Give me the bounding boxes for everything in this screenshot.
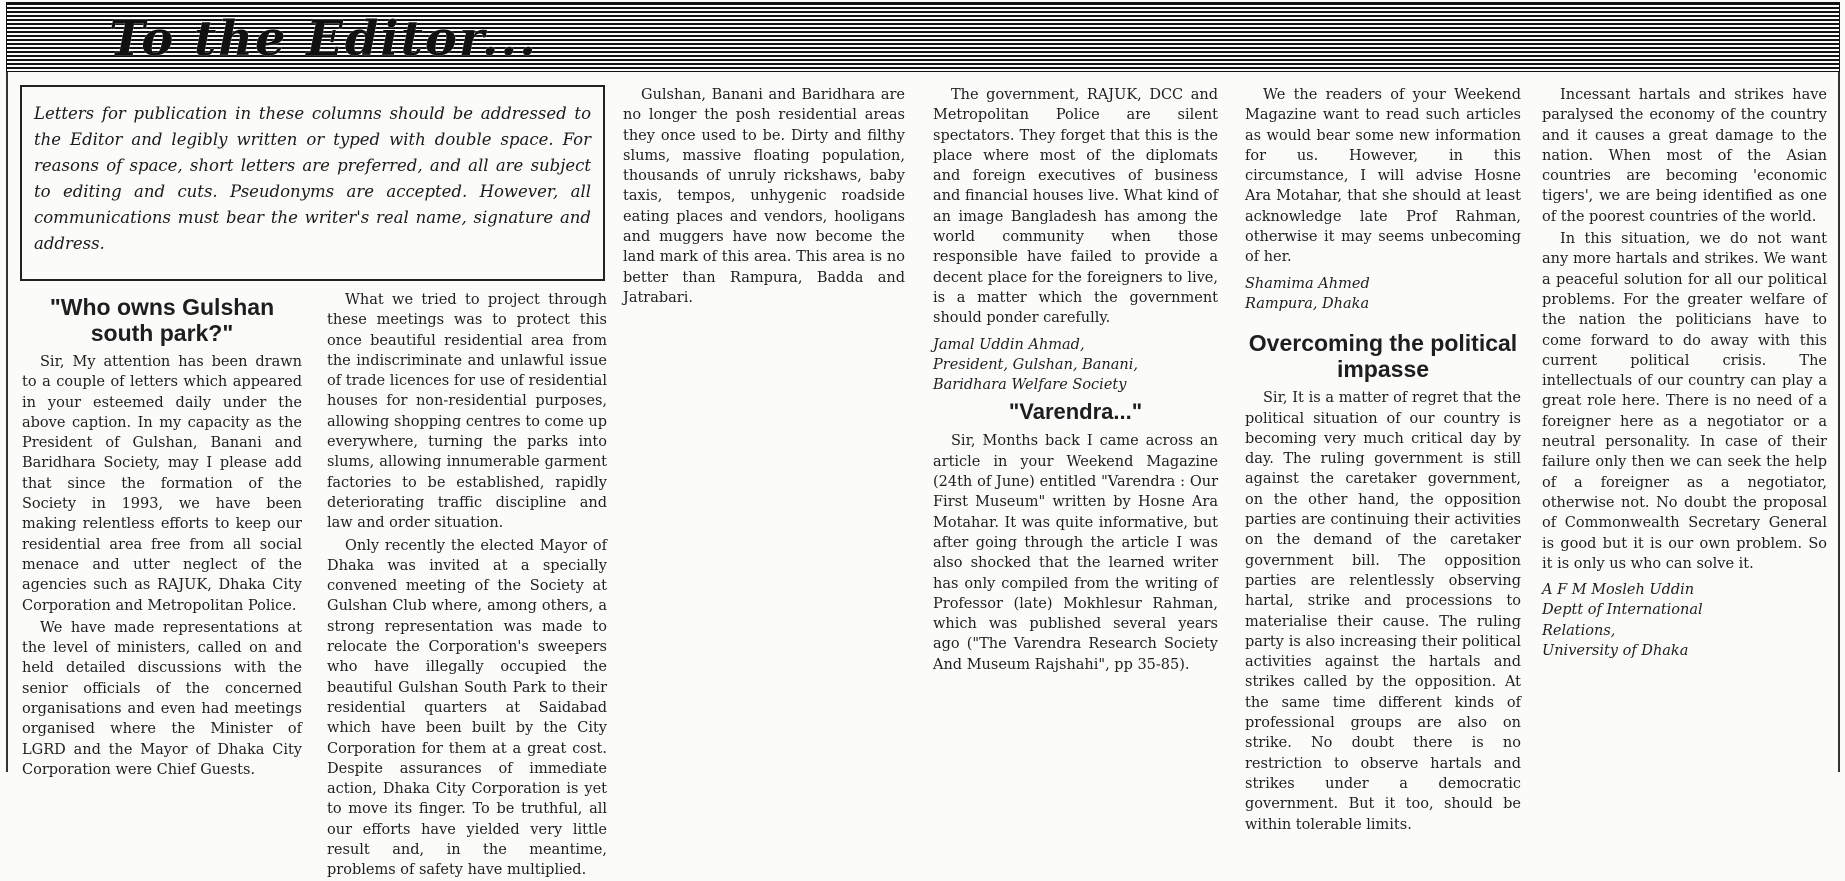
letter-1-paragraph: Sir, My attention has been drawn to a couple of letters which appeared in your esteemed daily under the above caption. In my capacity as the President of Gulshan, Banani and Baridhara Society, may I please add that since the formation of the Society in 1993, we have been making relentless efforts to keep our residential area free from all social menace and utter neglect of the agencies such as RAJUK, Dhaka City Corporation and Metropolitan Police. [22, 354, 302, 614]
letter-3-paragraph: Incessant hartals and strikes have paralysed the economy of the country and it causes a great damage to the nation. When most of the Asian countries are becoming 'economic tigers', we are being identified as one of the poorest countries of the world. [1542, 87, 1827, 225]
letter-2-paragraph: We the readers of your Weekend Magazine want to read such articles as would bear some new information for us. However, in this circumstance, I will advise Hosne Ara Motahar, that she should at least acknowledge late Prof Rahman, otherwise it may seems unbecoming of her. [1245, 87, 1521, 266]
letter-1-paragraph: We have made representations at the level of ministers, called on and held detailed discussions with the senior officials of the concerned organisations and even had meetings organised where the Minister of LGRD and the Mayor of Dhaka City Corporation were Chief Guests. [22, 619, 302, 778]
editor-notice-box: Letters for publication in these columns should be addressed to the Editor and legibly written or typed with double space. For reasons of space, short letters are preferred, and all are subject to editing and cuts. Pseudonyms are accepted. However, all communications must bear the writer's real name, signature and address. [20, 85, 605, 281]
page-banner [6, 2, 1840, 72]
letter-3-paragraph: In this situation, we do not want any more hartals and strikes. We want a peaceful solution for all our political problems. For the greater welfare of the nation the politicians have to come forward to do away with this current political crisis. The intellectuals of our country can play a great role here. There is no need of a foreigner here as a negotiator or a neutral personality. In case of their failure only then we can seek the help of a foreigner as a negotiator, otherwise not. No doubt the proposal of Commonwealth Secretary General is good but it is our own problem. So it is only us who can solve it. [1542, 231, 1827, 572]
letter-3-headline: Overcoming the political impasse [1248, 330, 1518, 383]
letter-1-paragraph: Gulshan, Banani and Baridhara are no longer the posh residential areas they once used to be. Dirty and filthy slums, massive floating population, thousands of unruly rickshaws, baby taxis, tempos, unhygenic roadside eating places and vendors, hooligans and muggers have now become the land mark of this area. This area is no better than Rampura, Badda and Jatrabari. [623, 87, 905, 306]
letter-1-paragraph: What we tried to project through these meetings was to protect this once beautiful residential area from the indiscriminate and unlawful issue of trade licences for use of residential houses for non-residential purposes, allowing shopping centres to come up everywhere, turning the parks into slums, allowing innumerable garment factories to be established, rapidly deteriorating traffic discipline and law and order situation. [327, 292, 607, 532]
letter-1-paragraph: The government, RAJUK, DCC and Metropolitan Police are silent spectators. They forget that this is the place where most of the diplomats and foreign executives of business and financial houses live. What kind of an image Bangladesh has among the world community when those responsible have failed to provide a decent place for the foreigners to live, is a matter which the government should ponder carefully. [933, 87, 1218, 327]
letter-2-paragraph: Sir, Months back I came across an article in your Weekend Magazine (24th of June) entitled "Varendra : Our First Museum" written by Hosne Ara Motahar. It was quite informative, but after going through the article I was also shocked that the learned writer has only compiled from the writing of Professor (late) Mokhlesur Rahman, which was published several years ago ("The Varendra Research Society And Museum Rajshahi", pp 35-85). [933, 433, 1218, 673]
letter-3-signature: A F M Mosleh Uddin Deptt of International Relations, University of Dhaka [1542, 582, 1703, 660]
letter-1-signature: Jamal Uddin Ahmad, President, Gulshan, Banani, Baridhara Welfare Society [933, 336, 1139, 394]
column-4 [933, 85, 1218, 780]
letter-2-signature: Shamima Ahmed Rampura, Dhaka [1245, 275, 1370, 312]
column-1 [22, 290, 302, 780]
section-title: To the Editor... [109, 11, 538, 67]
column-2 [327, 290, 607, 879]
letter-2-headline: "Varendra..." [1008, 399, 1143, 425]
column-6 [1542, 85, 1827, 780]
column-3 [623, 85, 905, 780]
letter-1-headline: "Who owns Gulshan south park?" [49, 294, 275, 346]
letter-3-paragraph: Sir, It is a matter of regret that the political situation of our country is becoming very much critical day by day. The ruling government is still against the caretaker government, on the other hand, the opposition parties are continuing their activities on the demand of the caretaker government bill. The opposition parties are relentlessly observing hartal, strike and processions to materialise their cause. The ruling party is also increasing their political activities against the hartals and strikes called by the opposition. At the same time different kinds of professional groups are also on strike. No doubt there is no restriction to observe hartals and strikes under a democratic government. But it too, should be within tolerable limits. [1245, 390, 1521, 833]
letter-1-paragraph: Only recently the elected Mayor of Dhaka was invited at a specially convened meeting of the Society at Gulshan Club where, among others, a strong representation was made to relocate the Corporation's sweepers who have illegally occupied the beautiful Gulshan South Park to their residential quarters at Saidabad which have been built by the City Corporation for them at a great cost. Despite assurances of immediate action, Dhaka City Corporation is yet to move its finger. To be truthful, all our efforts have yielded very little result and, in the meantime, problems of safety have multiplied. [327, 537, 607, 879]
left-border-rule [6, 72, 8, 772]
column-5 [1245, 85, 1521, 833]
right-border-rule [1838, 72, 1840, 772]
